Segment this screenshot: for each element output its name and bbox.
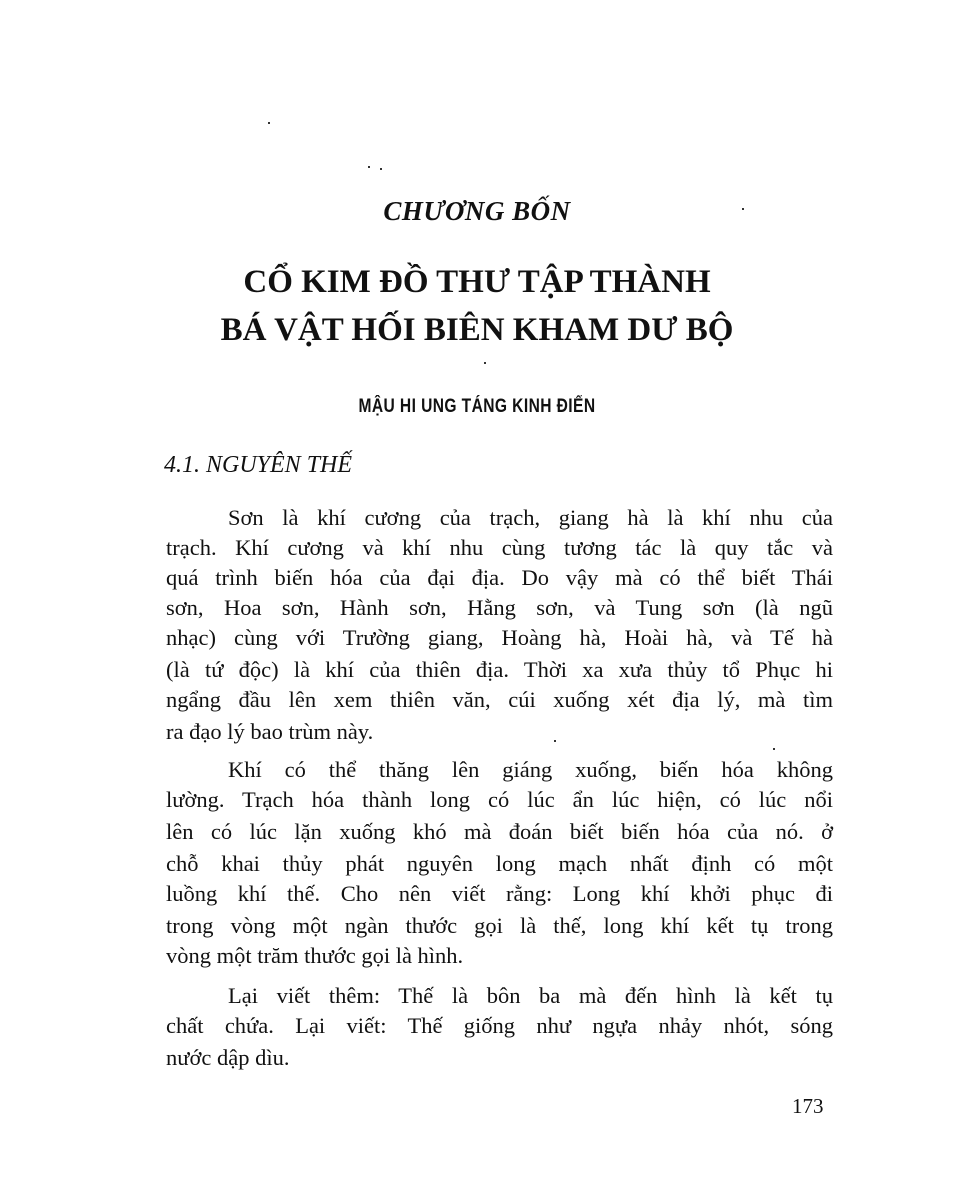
text-line: Khí có thể thăng lên giáng xuống, biến hóa không xyxy=(228,757,833,782)
text-line: Sơn là khí cương của trạch, giang hà là khí nhu của xyxy=(228,505,833,530)
text-line: trong vòng một ngàn thước gọi là thế, long khí kết tụ trong xyxy=(166,913,833,938)
section-heading: 4.1. NGUYÊN THẾ xyxy=(164,452,353,478)
text-line: vòng một trăm thước gọi là hình. xyxy=(166,943,464,968)
text-line: trạch. Khí cương và khí nhu cùng tương tác là quy tắc và xyxy=(166,535,833,560)
text-line: luồng khí thế. Cho nên viết rằng: Long khí khởi phục đi xyxy=(166,881,833,906)
text-line: (là tứ độc) là khí của thiên địa. Thời xa xưa thủy tổ Phục hi xyxy=(166,657,833,682)
scan-speck xyxy=(380,168,382,170)
scan-speck xyxy=(773,748,775,750)
chapter-subtitle: MẬU HI UNG TÁNG KINH ĐIỂN xyxy=(358,396,596,417)
chapter-title-line-2: BÁ VẬT HỐI BIÊN KHAM DƯ BỘ xyxy=(220,312,734,348)
text-line: chỗ khai thủy phát nguyên long mạch nhất định có một xyxy=(166,851,833,876)
text-line: nước dập dìu. xyxy=(166,1045,290,1070)
text-line: ra đạo lý bao trùm này. xyxy=(166,719,374,744)
text-line: lường. Trạch hóa thành long có lúc ẩn lúc hiện, có lúc nổi xyxy=(166,787,833,812)
text-line: sơn, Hoa sơn, Hành sơn, Hằng sơn, và Tung sơn (là ngũ xyxy=(166,595,833,620)
text-line: lên có lúc lặn xuống khó mà đoán biết biến hóa của nó. ở xyxy=(166,819,833,844)
text-line: chất chứa. Lại viết: Thế giống như ngựa nhảy nhót, sóng xyxy=(166,1013,833,1038)
scan-speck xyxy=(268,122,270,124)
chapter-title-line-1: CỔ KIM ĐỒ THƯ TẬP THÀNH xyxy=(243,264,711,300)
text-line: quá trình biến hóa của đại địa. Do vậy mà có thể biết Thái xyxy=(166,565,833,590)
text-line: Lại viết thêm: Thế là bôn ba mà đến hình là kết tụ xyxy=(228,983,833,1008)
page-number: 173 xyxy=(792,1094,824,1118)
chapter-label: CHƯƠNG BỐN xyxy=(383,196,571,226)
text-line: nhạc) cùng với Trường giang, Hoàng hà, Hoài hà, và Tế hà xyxy=(166,625,833,650)
scan-speck xyxy=(368,166,370,168)
text-line: ngẩng đầu lên xem thiên văn, cúi xuống xét địa lý, mà tìm xyxy=(166,687,833,712)
scan-speck xyxy=(484,362,486,364)
